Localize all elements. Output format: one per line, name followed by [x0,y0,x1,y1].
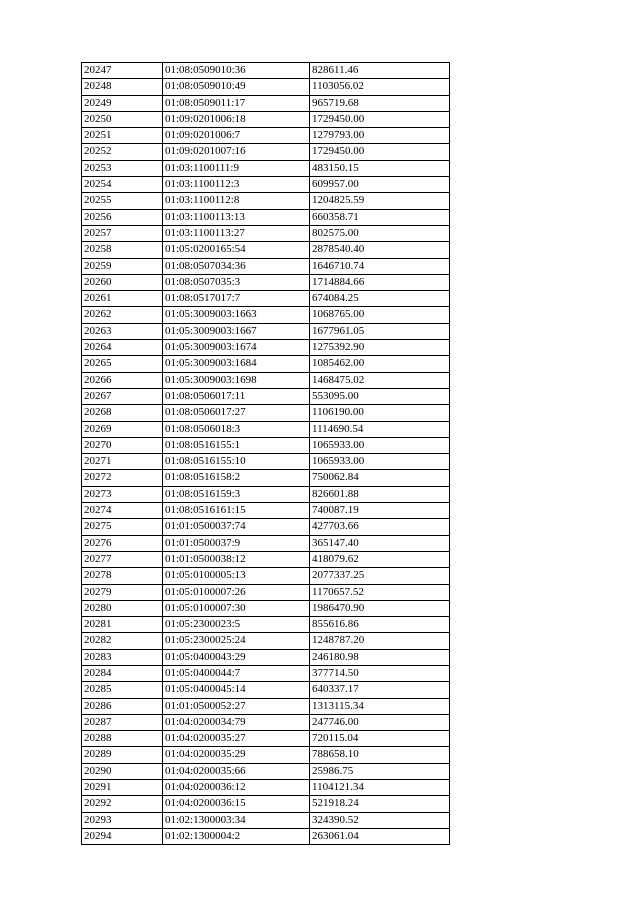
row-number-cell: 20279 [82,584,163,600]
row-number-cell: 20248 [82,79,163,95]
row-number-cell: 20281 [82,617,163,633]
row-number-cell: 20262 [82,307,163,323]
table-row [82,828,450,844]
table-row [82,144,450,160]
table-row [82,63,450,79]
row-number-cell: 20291 [82,780,163,796]
row-number-cell: 20290 [82,763,163,779]
table-row [82,128,450,144]
cadastral-number-cell: 01:01:0500037:9 [163,535,310,551]
row-number-cell: 20266 [82,372,163,388]
table-row [82,95,450,111]
table-row [82,747,450,763]
table-row [82,291,450,307]
value-cell: 1065933.00 [310,437,450,453]
cadastral-number-cell: 01:08:0509011:17 [163,95,310,111]
table-row [82,698,450,714]
table-body [82,63,450,845]
value-cell: 1204825.59 [310,193,450,209]
row-number-cell: 20267 [82,388,163,404]
value-cell: 1068765.00 [310,307,450,323]
cadastral-number-cell: 01:05:3009003:1674 [163,340,310,356]
cadastral-number-cell: 01:05:2300025:24 [163,633,310,649]
row-number-cell: 20255 [82,193,163,209]
row-number-cell: 20292 [82,796,163,812]
cadastral-number-cell: 01:05:0100007:30 [163,600,310,616]
value-cell: 427703.66 [310,519,450,535]
cadastral-number-cell: 01:01:0500052:27 [163,698,310,714]
value-cell: 1729450.00 [310,111,450,127]
row-number-cell: 20260 [82,274,163,290]
value-cell: 1468475.02 [310,372,450,388]
table-row [82,796,450,812]
cadastral-number-cell: 01:08:0507035:3 [163,274,310,290]
value-cell: 1065933.00 [310,454,450,470]
cadastral-number-cell: 01:05:0200165:54 [163,242,310,258]
value-cell: 965719.68 [310,95,450,111]
row-number-cell: 20278 [82,568,163,584]
row-number-cell: 20288 [82,731,163,747]
row-number-cell: 20274 [82,503,163,519]
table-row [82,551,450,567]
row-number-cell: 20287 [82,714,163,730]
value-cell: 2077337.25 [310,568,450,584]
value-cell: 1106190.00 [310,405,450,421]
table-row [82,193,450,209]
table-row [82,600,450,616]
cadastral-number-cell: 01:03:1100113:13 [163,209,310,225]
table-row [82,731,450,747]
cadastral-number-cell: 01:02:1300003:34 [163,812,310,828]
value-cell: 788658.10 [310,747,450,763]
value-cell: 1103056.02 [310,79,450,95]
value-cell: 365147.40 [310,535,450,551]
cadastral-number-cell: 01:05:3009003:1667 [163,323,310,339]
value-cell: 660358.71 [310,209,450,225]
value-cell: 1313115.34 [310,698,450,714]
value-cell: 1275392.90 [310,340,450,356]
value-cell: 247746.00 [310,714,450,730]
table-row [82,568,450,584]
row-number-cell: 20293 [82,812,163,828]
table-row [82,584,450,600]
value-cell: 826601.88 [310,486,450,502]
row-number-cell: 20284 [82,665,163,681]
value-cell: 263061.04 [310,828,450,844]
cadastral-number-cell: 01:04:0200035:27 [163,731,310,747]
table-row [82,503,450,519]
value-cell: 828611.46 [310,63,450,79]
cadastral-number-cell: 01:03:1100112:8 [163,193,310,209]
table-row [82,405,450,421]
table-row [82,763,450,779]
table-row [82,454,450,470]
value-cell: 1114690.54 [310,421,450,437]
cadastral-number-cell: 01:05:3009003:1663 [163,307,310,323]
value-cell: 2878540.40 [310,242,450,258]
cadastral-number-cell: 01:08:0516158:2 [163,470,310,486]
row-number-cell: 20275 [82,519,163,535]
row-number-cell: 20250 [82,111,163,127]
table-row [82,633,450,649]
cadastral-number-cell: 01:05:3009003:1698 [163,372,310,388]
row-number-cell: 20273 [82,486,163,502]
table-row [82,665,450,681]
cadastral-number-cell: 01:05:0400043:29 [163,649,310,665]
row-number-cell: 20254 [82,177,163,193]
table-row [82,111,450,127]
value-cell: 855616.86 [310,617,450,633]
table-row [82,617,450,633]
cadastral-number-cell: 01:08:0516159:3 [163,486,310,502]
row-number-cell: 20269 [82,421,163,437]
row-number-cell: 20276 [82,535,163,551]
value-cell: 674084.25 [310,291,450,307]
cadastral-number-cell: 01:04:0200035:66 [163,763,310,779]
value-cell: 750062.84 [310,470,450,486]
value-cell: 1729450.00 [310,144,450,160]
cadastral-number-cell: 01:08:0509010:49 [163,79,310,95]
cadastral-number-cell: 01:08:0506018:3 [163,421,310,437]
cadastral-number-cell: 01:09:0201007:16 [163,144,310,160]
cadastral-number-cell: 01:08:0516161:15 [163,503,310,519]
table-row [82,437,450,453]
table-row [82,519,450,535]
row-number-cell: 20259 [82,258,163,274]
cadastral-number-cell: 01:09:0201006:7 [163,128,310,144]
table-row [82,79,450,95]
row-number-cell: 20270 [82,437,163,453]
table-row [82,486,450,502]
table-row [82,372,450,388]
row-number-cell: 20285 [82,682,163,698]
cadastral-number-cell: 01:05:0100005:13 [163,568,310,584]
cadastral-number-cell: 01:01:0500038:12 [163,551,310,567]
row-number-cell: 20263 [82,323,163,339]
row-number-cell: 20251 [82,128,163,144]
cadastral-number-cell: 01:08:0517017:7 [163,291,310,307]
table-row [82,388,450,404]
row-number-cell: 20283 [82,649,163,665]
row-number-cell: 20271 [82,454,163,470]
cadastral-number-cell: 01:03:1100111:9 [163,160,310,176]
value-cell: 1170657.52 [310,584,450,600]
row-number-cell: 20265 [82,356,163,372]
cadastral-number-cell: 01:08:0506017:11 [163,388,310,404]
table-row [82,470,450,486]
cadastral-number-cell: 01:04:0200036:15 [163,796,310,812]
value-cell: 802575.00 [310,225,450,241]
table-row [82,535,450,551]
row-number-cell: 20277 [82,551,163,567]
cadastral-number-cell: 01:03:1100112:3 [163,177,310,193]
value-cell: 720115.04 [310,731,450,747]
value-cell: 324390.52 [310,812,450,828]
value-cell: 25986.75 [310,763,450,779]
row-number-cell: 20253 [82,160,163,176]
table-row [82,356,450,372]
value-cell: 740087.19 [310,503,450,519]
value-cell: 1104121.34 [310,780,450,796]
table-row [82,242,450,258]
row-number-cell: 20257 [82,225,163,241]
data-table [81,62,450,845]
cadastral-number-cell: 01:08:0507034:36 [163,258,310,274]
table-row [82,682,450,698]
row-number-cell: 20268 [82,405,163,421]
cadastral-number-cell: 01:05:3009003:1684 [163,356,310,372]
cadastral-number-cell: 01:05:2300023:5 [163,617,310,633]
value-cell: 1279793.00 [310,128,450,144]
cadastral-number-cell: 01:05:0100007:26 [163,584,310,600]
row-number-cell: 20264 [82,340,163,356]
row-number-cell: 20258 [82,242,163,258]
row-number-cell: 20286 [82,698,163,714]
table-row [82,258,450,274]
cadastral-number-cell: 01:05:0400044:7 [163,665,310,681]
value-cell: 1714884.66 [310,274,450,290]
row-number-cell: 20289 [82,747,163,763]
value-cell: 418079.62 [310,551,450,567]
row-number-cell: 20256 [82,209,163,225]
cadastral-number-cell: 01:08:0516155:1 [163,437,310,453]
value-cell: 640337.17 [310,682,450,698]
row-number-cell: 20247 [82,63,163,79]
cadastral-number-cell: 01:03:1100113:27 [163,225,310,241]
value-cell: 1646710.74 [310,258,450,274]
table-row [82,780,450,796]
table-row [82,177,450,193]
row-number-cell: 20294 [82,828,163,844]
table-row [82,225,450,241]
row-number-cell: 20282 [82,633,163,649]
table-row [82,307,450,323]
value-cell: 246180.98 [310,649,450,665]
cadastral-number-cell: 01:08:0506017:27 [163,405,310,421]
cadastral-number-cell: 01:08:0516155:10 [163,454,310,470]
row-number-cell: 20252 [82,144,163,160]
value-cell: 553095.00 [310,388,450,404]
row-number-cell: 20261 [82,291,163,307]
cadastral-number-cell: 01:04:0200034:79 [163,714,310,730]
table-row [82,209,450,225]
table-row [82,649,450,665]
table-row [82,340,450,356]
value-cell: 1248787.20 [310,633,450,649]
table-row [82,421,450,437]
cadastral-number-cell: 01:04:0200036:12 [163,780,310,796]
value-cell: 609957.00 [310,177,450,193]
value-cell: 521918.24 [310,796,450,812]
table-row [82,274,450,290]
value-cell: 377714.50 [310,665,450,681]
cadastral-number-cell: 01:05:0400045:14 [163,682,310,698]
row-number-cell: 20280 [82,600,163,616]
value-cell: 483150.15 [310,160,450,176]
table-row [82,160,450,176]
value-cell: 1085462.00 [310,356,450,372]
cadastral-number-cell: 01:04:0200035:29 [163,747,310,763]
row-number-cell: 20272 [82,470,163,486]
table-row [82,812,450,828]
table-row [82,714,450,730]
cadastral-number-cell: 01:09:0201006:18 [163,111,310,127]
value-cell: 1677961.05 [310,323,450,339]
row-number-cell: 20249 [82,95,163,111]
value-cell: 1986470.90 [310,600,450,616]
cadastral-number-cell: 01:01:0500037:74 [163,519,310,535]
cadastral-number-cell: 01:02:1300004:2 [163,828,310,844]
table-row [82,323,450,339]
cadastral-number-cell: 01:08:0509010:36 [163,63,310,79]
